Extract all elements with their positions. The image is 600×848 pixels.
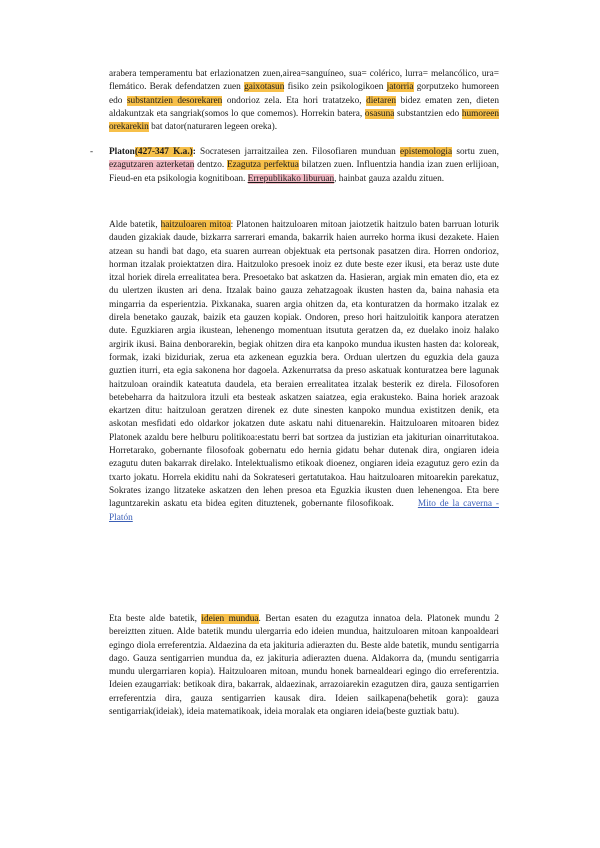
highlight: ideien mundua [201,614,259,624]
highlight: Ezagutza perfektua [226,160,299,171]
highlight: gaixotasun [244,82,285,93]
text: bilatzen zuen. Influentzia handia izan zuen erlijioan, Fieud-en eta psikologia kognitiboan. [109,160,499,184]
text: substantzien edo [394,108,462,119]
text: sortu zuen, [452,147,499,157]
list-bullet: - [90,147,94,157]
text: . Bertan esaten du ezagutza innatoa dela. Platonek mundu 2 bereiztten zituen. Alde batetik mundu ulergarria edo ideien mundua, haitzuloaren mitoan kanpoaldeari egingo diola erreferentzia. Aldaezina da eta jakituria adierazten du. Beste alde batetik, mundu sentigarria dago. Gauza sentigarrien mundua da, ez jakituria adierazten duena. Aldakorra da, (mundu sentigarria mundu ulergarriaren kopia). Haitzuloaren mitoan, mundu honek barnealdeari egingo dio erreferentzia. Ideien ezaugarriak: betikoak dira, bakarrak, aldaezinak, arrazoiarekin ezagutzen dira, gauza sentigarrien erreferentzia dira, gauza sentigarrien kausak dira. Ideien sailkapena(behetik gora): gauza sentigarriak(ideiak), ideia matematikoak, ideia moralak eta ongiaren ideia(beste guztiak batu). [109,614,499,718]
highlight: humoreen orekarekin [109,108,499,133]
paragraph-platon [109,146,499,186]
highlight: ezagutzaren azterketan [109,160,195,171]
highlight: substantzien desorekaren [126,95,223,106]
text: bat dator(naturaren legeen oreka). [148,122,278,133]
paragraph-temperaments [109,68,499,134]
highlight: Errepublikako liburuan [247,173,335,184]
cave-myth-link[interactable]: Mito de la caverna - Platón [109,499,499,523]
heading-colon: : [192,147,196,157]
highlight: haitzuloaren mitoa [160,220,231,230]
highlight: dietaren [366,95,397,106]
text: Eta beste alde batetik, [109,614,202,624]
heading-dates: (427-347 K.a.) [134,147,193,157]
text: gorputzeko humoreen edo [109,82,499,106]
text: Alde batetik, [109,220,161,230]
text: Socratesen jarraitzailea zen. Filosofiaren munduan [195,147,400,157]
highlight: osasuna [364,108,395,119]
text: , hainbat gauza azaldu zituen. [334,173,445,184]
highlight: jatorria [386,82,414,93]
text: arabera temperamentu bat erlazionatzen zuen,airea=sanguíneo, sua= colérico, lurra= melancólico, ura= flemático. Berak defendatzen zuen [109,69,499,93]
text: : Platonen haitzuloaren mitoan jaiotzetik haitzulo baten barruan loturik dauden gizakiak daude, bizkarra sarrerari emanda, bakarrik haien aurreko horma ikusi dezakete. Haien atzean su handi bat dago, eta suaren aurrean objektuak eta pertsonak pasatzen dira. Horren ondorioz, horman itzalak proiektatzen dira. Haitzuloko presoek inoiz ez dute beste ezer ikusi, eta beraz uste dute itzal horiek direla errealitatea bera. Presoetako bat askatzen da. Hasieran, argiak min ematen dio, eta ez du ulertzen ikusten ari dena. Itzalak baino gauza zehatzagoak ikusten hasten da, baina nahasia eta mingarria da esperientzia. Pixkanaka, suaren argia ohitzen da, eta konturatzen da hormako itzalak ez direla benetako gauzak, baizik eta gauzen kopiak. Ondoren, preso hori haitzuloitik kanpora ateratzen dute. Eguzkiaren argia ikustean, lehenengo momentuan itsututa geratzen da, ez duelako inoiz halako argirik ikusi. Baina denborarekin, begiak ohitzen dira eta kanpoko mundua ikusten hasten da: koloreak, formak, izaki biziduriak, zerua eta azkenean eguzkia bera. Orduan ulertzen du eguzkia dela gauza guztien iturri, eta egia sakonena hor dagoela. Azkenurratsa da preso askatuak konturatzea bere lagunak haitzuloan oraindik kateatuta daudela, eta beraien errealitatea itzalak besterik ez direla. Filosoforen betebeharra da haitzulora itzuli eta besteak askatzen saiatzea, egia erakusteko. Baina horiek arazoak ekartzen ditu: haitzuloan geratzen direnek ez dute sinesten kanpoko mundua existitzen denik, eta askotan mesfidati edo oldarkor jokatzen dute askatu nahi dituenarekin. Haitzuloaren mitoaren bidez Platonek azaldu bere helburu politikoa:estatu berri bat sortzea da justizian eta jakiturian oinarritutakoa. Horretarako, gobernante filosofoak gobernatu edo hernia gidatu behar dutenak dira, ongiaren ideia ezagutu duten bakarrak direlako. Intelektualismo etikoak dioenez, ongiaren ideia ezagutuz gero ezin da txarto jokatu. Horrela ekiditu nahi da Sokrateseri gertatutakoa. Hau haitzuloaren mitoarekin parekatuz, Sokrates izango litzateke askatzen den lehen presoa eta Eguzkia ikusten duen lehenengoa. Eta bere laguntzarekin askatu eta bidea egiten dituztenek, gobernante filosofikoak. [109,220,499,510]
paragraph-world-of-ideas [109,613,499,719]
text: ondorioz zela. Eta hori tratatzeko, [222,95,367,106]
text: fisiko zein psikologikoen [284,82,387,93]
highlight: epistemologia [399,147,453,157]
paragraph-cave-myth [109,219,499,525]
text: bidez ematen zen, dieten aldakuntzak eta sangriak(somos lo que comemos). Horrekin batera, [109,95,499,119]
heading-name: Platon [109,147,135,157]
text: dentzo. [194,160,227,171]
